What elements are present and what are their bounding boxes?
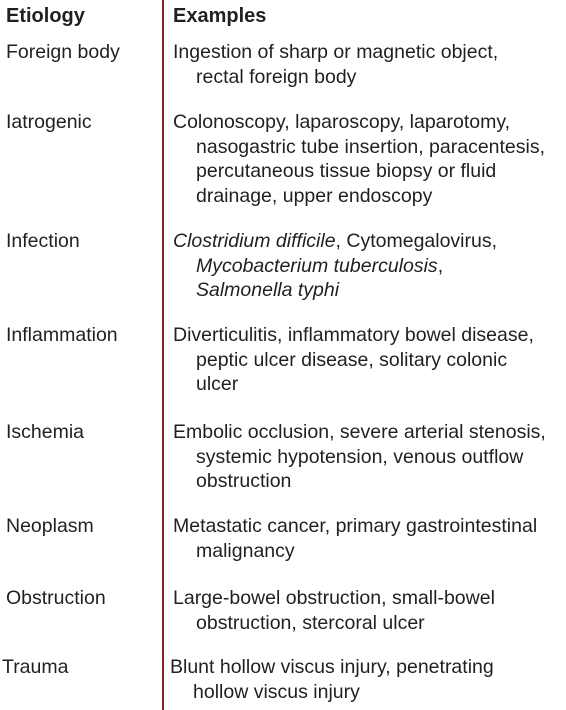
examples-line <box>170 680 560 705</box>
examples-cell <box>173 40 563 89</box>
examples-line <box>173 445 563 470</box>
examples-cell <box>170 655 560 704</box>
examples-line <box>173 323 563 348</box>
examples-text: , Cytomegalovirus, <box>335 230 498 252</box>
examples-text: ulcer <box>196 373 239 395</box>
examples-text: , <box>437 254 444 277</box>
examples-text: systemic hypotension, venous outflow <box>196 445 524 468</box>
examples-text: Large-bowel obstruction, small-bowel <box>173 587 495 609</box>
header-examples: Examples <box>173 5 267 27</box>
etiology-cell: Inflammation <box>6 324 118 346</box>
examples-line <box>173 469 563 494</box>
examples-line <box>173 159 563 184</box>
examples-text: nasogastric tube insertion, paracentesis, <box>196 135 546 158</box>
examples-cell <box>173 323 563 397</box>
examples-line <box>173 420 563 445</box>
examples-line <box>173 514 563 539</box>
examples-text: Metastatic cancer, primary gastrointestinal <box>173 515 538 537</box>
column-divider <box>162 0 164 710</box>
examples-line <box>173 278 563 303</box>
examples-line <box>173 40 563 65</box>
examples-text: malignancy <box>196 539 295 562</box>
etiology-cell: Neoplasm <box>6 515 94 537</box>
examples-line <box>173 348 563 373</box>
examples-text: drainage, upper endoscopy <box>196 184 433 207</box>
etiology-cell: Trauma <box>2 656 69 678</box>
examples-line <box>173 372 563 397</box>
examples-line <box>173 110 563 135</box>
etiology-cell: Infection <box>6 230 80 252</box>
examples-cell <box>173 229 563 303</box>
examples-text: Blunt hollow viscus injury, penetrating <box>170 656 494 678</box>
italic-organism-name: Salmonella typhi <box>196 279 340 301</box>
examples-line <box>173 135 563 160</box>
examples-text: obstruction <box>196 470 292 492</box>
examples-text: Ingestion of sharp or magnetic object, <box>173 41 499 63</box>
etiology-cell: Ischemia <box>6 421 85 443</box>
examples-cell <box>173 420 563 494</box>
examples-line <box>173 254 563 279</box>
etiology-cell: Iatrogenic <box>6 111 92 133</box>
examples-text: rectal foreign body <box>196 65 357 88</box>
examples-text: percutaneous tissue biopsy or fluid <box>196 160 497 182</box>
examples-cell <box>173 586 563 635</box>
examples-text: Embolic occlusion, severe arterial stenosis, <box>173 421 546 443</box>
italic-organism-name: Clostridium difficile <box>173 230 336 252</box>
examples-line <box>173 539 563 564</box>
examples-text: obstruction, stercoral ulcer <box>196 611 425 634</box>
examples-cell <box>173 514 563 563</box>
examples-line <box>173 229 563 254</box>
examples-line <box>173 611 563 636</box>
examples-text: hollow viscus injury <box>193 680 360 703</box>
examples-line <box>173 65 563 90</box>
examples-cell <box>173 110 563 208</box>
header-etiology: Etiology <box>6 5 85 27</box>
italic-organism-name: Mycobacterium tuberculosis <box>196 254 438 277</box>
examples-text: Diverticulitis, inflammatory bowel disease, <box>173 324 534 346</box>
etiology-cell: Foreign body <box>6 41 120 63</box>
etiology-cell: Obstruction <box>6 587 106 609</box>
examples-line <box>173 586 563 611</box>
examples-text: peptic ulcer disease, solitary colonic <box>196 348 508 371</box>
examples-line <box>170 655 560 680</box>
examples-line <box>173 184 563 209</box>
examples-text: Colonoscopy, laparoscopy, laparotomy, <box>173 111 511 133</box>
